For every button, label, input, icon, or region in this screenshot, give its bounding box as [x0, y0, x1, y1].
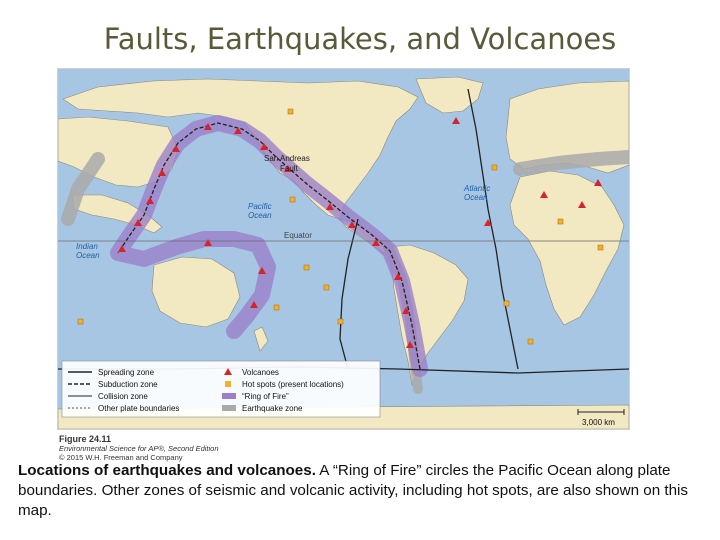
san-andreas-label-1: San Andreas	[264, 154, 310, 163]
figure-copyright: © 2015 W.H. Freeman and Company	[59, 453, 183, 462]
volcano-marker	[452, 117, 460, 124]
pacific-label-1: Pacific	[248, 202, 272, 211]
australia	[152, 257, 240, 327]
world-map	[57, 68, 630, 430]
atlantic-label-1: Atlantic	[464, 184, 491, 193]
hot-spot-marker	[504, 301, 509, 306]
greenland	[416, 77, 483, 113]
indian-label-1: Indian	[76, 242, 98, 251]
hot-spot-marker	[78, 319, 83, 324]
figure-credit	[59, 434, 219, 462]
map-svg	[58, 69, 629, 429]
hot-spot-marker	[324, 285, 329, 290]
slide-caption	[18, 461, 708, 521]
legend-spreading: Spreading zone	[98, 368, 155, 377]
equator-label: Equator	[284, 231, 313, 240]
scale-label: 3,000 km	[582, 418, 615, 427]
map-legend	[62, 361, 380, 417]
pacific-label-2: Ocean	[248, 211, 272, 220]
hot-spot-marker	[290, 197, 295, 202]
ring-of-fire-legend-icon	[222, 393, 236, 399]
legend-ring-of-fire: “Ring of Fire”	[242, 392, 289, 401]
caption-bold: Locations of earthquakes and volcanoes.	[18, 462, 316, 479]
africa	[510, 171, 624, 325]
hot-spot-marker	[274, 305, 279, 310]
figure-source: Environmental Science for AP®, Second Edition	[59, 444, 219, 453]
legend-subduction: Subduction zone	[98, 380, 158, 389]
hot-spot-marker	[558, 219, 563, 224]
hot-spot-marker	[288, 109, 293, 114]
earthquake-zone-legend-icon	[222, 405, 236, 411]
hot-spot-marker	[528, 339, 533, 344]
caption-text: A “Ring of Fire” circles the Pacific Ocean along plate boundaries. Other zones of seismic and volcanic activity, including hot spots, are also shown on this map.	[18, 462, 689, 519]
new-zealand	[254, 327, 268, 351]
hot-spot-marker	[338, 319, 343, 324]
legend-volcanoes: Volcanoes	[242, 368, 279, 377]
legend-collision: Collision zone	[98, 392, 148, 401]
legend-other: Other plate boundaries	[98, 404, 180, 413]
volcano-marker	[594, 179, 602, 186]
hot-spot-marker	[598, 245, 603, 250]
san-andreas-label-2: Fault	[280, 164, 298, 173]
legend-earthquake-zone: Earthquake zone	[242, 404, 303, 413]
figure-number: Figure 24.11	[59, 434, 112, 444]
atlantic-label-2: Ocean	[464, 193, 488, 202]
indian-label-2: Ocean	[76, 251, 100, 260]
hot-spot-marker	[492, 165, 497, 170]
hot-spot-marker	[304, 265, 309, 270]
slide-title: Faults, Earthquakes, and Volcanoes	[103, 22, 617, 56]
legend-hot-spots: Hot spots (present locations)	[242, 380, 344, 389]
hot-spot-legend-icon	[225, 381, 231, 387]
